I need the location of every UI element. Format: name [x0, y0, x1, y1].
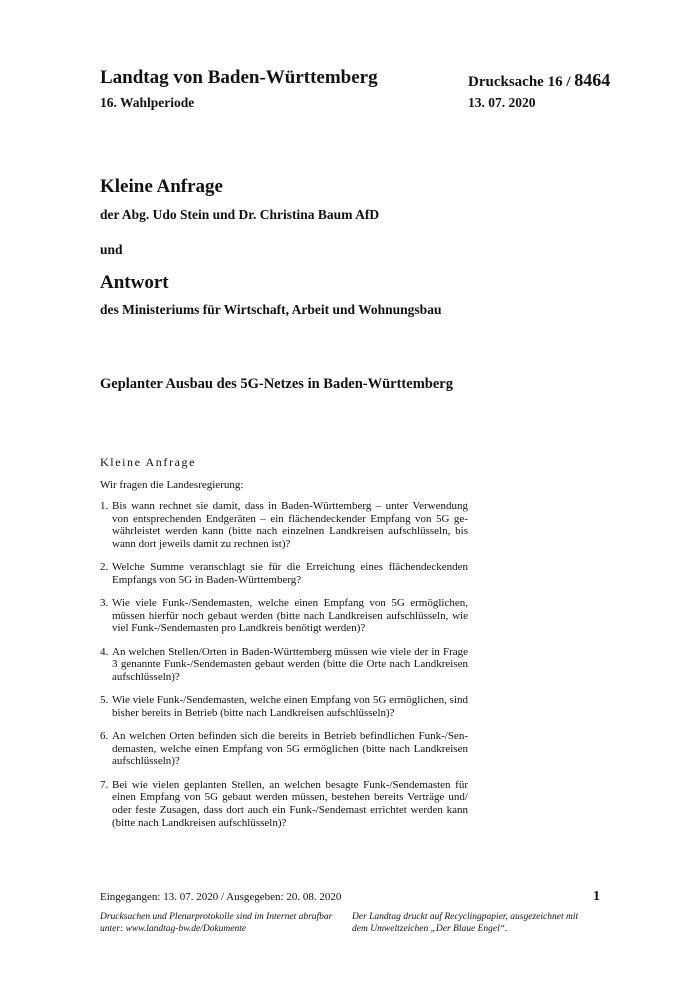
question-item — [100, 646, 468, 684]
document-date: 13. 07. 2020 — [468, 95, 536, 110]
question-number: 4. — [100, 645, 109, 658]
question-number: 5. — [100, 694, 109, 707]
question-text: Bei wie vielen geplanten Stellen, an welchen besagte Funk-/Sendemasten für einen Empfang von 5G gebaut werden müssen, bestehen bereits Verträge und/ oder feste Zusagen, dass dort auch ein Funk-/Sendemast errichtet werden kann (bitte nach Landkreisen aufschlüsseln)? — [112, 778, 468, 829]
question-item — [100, 694, 468, 719]
document-topic: Geplanter Ausbau des 5G-Netzes in Baden-Württemberg — [100, 376, 453, 392]
intro-text: Wir fragen die Landesregierung: — [100, 479, 244, 491]
question-item — [100, 779, 468, 829]
question-item — [100, 730, 468, 768]
question-text: Wie viele Funk-/Sendemasten, welche einen Empfang von 5G ermöglichen, sind bisher bereits in Betrieb (bitte nach Landkreisen aufschlüsseln)? — [112, 694, 468, 719]
footer-note-recycling: Der Landtag druckt auf Recyclingpapier, ausgezeichnet mit dem Umweltzeichen „Der Blaue Engel“. — [352, 912, 579, 934]
question-text: Bis wann rechnet sie damit, dass in Baden-Württemberg – unter Verwendung von entsprechenden Endgeräten – ein flächendeckender Empfang von 5G gewährleistet werden kann (bitte nach einzelnen Landkreisen aufschlüsseln, bis wann dort jeweils damit zu rechnen ist)? — [112, 500, 468, 550]
question-list — [100, 500, 468, 840]
answer-heading: Antwort — [100, 272, 169, 293]
question-number: 1. — [100, 500, 109, 512]
question-number: 3. — [100, 597, 109, 610]
question-item — [100, 561, 468, 586]
page-number: 1 — [593, 889, 600, 904]
question-item — [100, 500, 468, 550]
footer-dates: Eingegangen: 13. 07. 2020 / Ausgegeben: 20. 08. 2020 — [100, 891, 342, 903]
ministry-name: des Ministeriums für Wirtschaft, Arbeit und Wohnungsbau — [100, 302, 442, 317]
question-text: An welchen Stellen/Orten in Baden-Württemberg müssen wie viele der in Frage 3 genannte Funk-/Sendemasten gebaut werden (bitte die Orte nach Landkreisen aufschlüsseln)? — [112, 645, 468, 683]
question-text: Welche Summe veranschlagt sie für die Erreichung eines flächendeckenden Empfangs von 5G in Baden-Württemberg? — [112, 561, 468, 586]
question-text: Wie viele Funk-/Sendemasten, welche einen Empfang von 5G ermöglichen, müssen hierfür noch gebaut werden (bitte nach Landkreisen aufschlüsseln, wie viel Funk-/Sendemasten pro Landkreis benötigt werden)? — [112, 597, 468, 635]
question-number: 7. — [100, 778, 109, 791]
inquiry-heading: Kleine Anfrage — [100, 176, 223, 197]
inquiry-authors: der Abg. Udo Stein und Dr. Christina Baum AfD — [100, 207, 380, 222]
election-period: 16. Wahlperiode — [100, 95, 195, 110]
parliament-name: Landtag von Baden-Württemberg — [100, 67, 378, 88]
drucksache-num: 8464 — [574, 70, 611, 90]
footer-note-internet: Drucksachen und Plenarprotokolle sind im Internet abrufbar unter: www.landtag-bw.de/Dokumente — [100, 912, 333, 934]
question-number: 6. — [100, 730, 109, 743]
connector-text: und — [100, 242, 123, 257]
drucksache-number — [468, 70, 610, 91]
section-label: Kleine Anfrage — [100, 455, 197, 469]
question-item — [100, 597, 468, 635]
question-number: 2. — [100, 561, 109, 574]
drucksache-label: Drucksache 16 / — [468, 74, 571, 90]
question-text: An welchen Orten befinden sich die bereits in Betrieb befindlichen Funk-/Sendemasten, welche einen Empfang von 5G ermöglichen (bitte nach Landkreisen aufschlüsseln)? — [112, 730, 468, 768]
